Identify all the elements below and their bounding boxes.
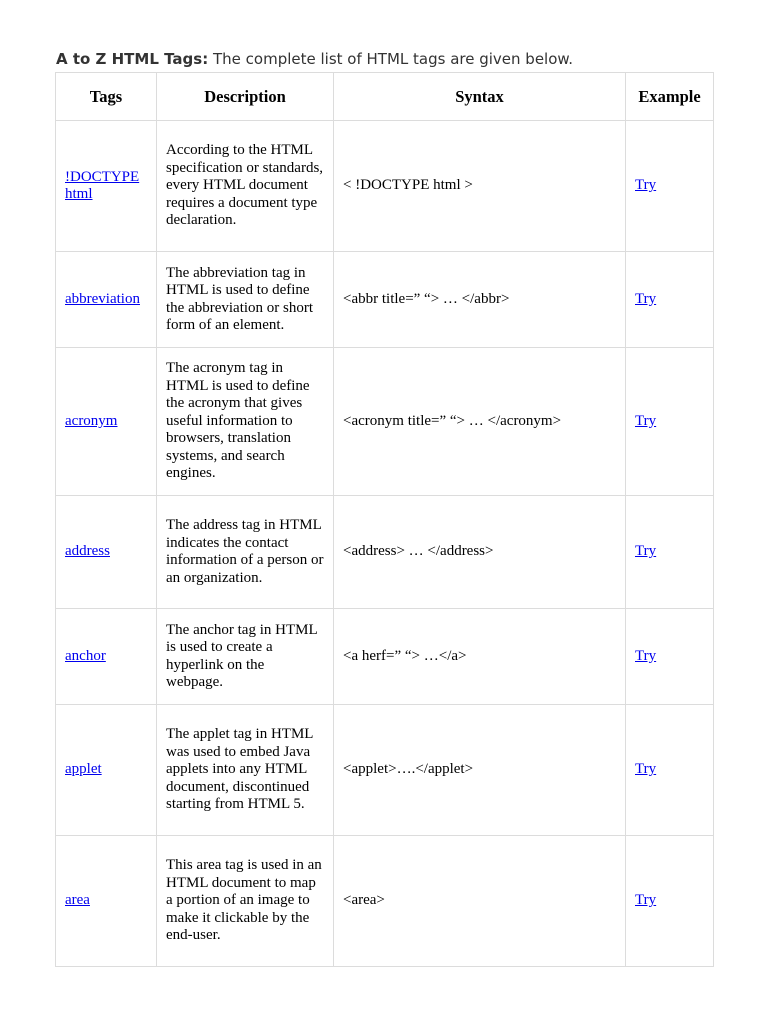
example-cell (626, 836, 714, 967)
syntax-cell: <abbr title=” “> … </abbr> (334, 252, 626, 348)
example-cell (626, 496, 714, 609)
table-header-row (56, 73, 714, 121)
header-description: Description (157, 73, 334, 121)
try-link[interactable]: Try (635, 290, 657, 307)
table-row (56, 609, 714, 705)
example-cell (626, 121, 714, 252)
syntax-cell: <applet>….</applet> (334, 705, 626, 836)
syntax-cell: <area> (334, 836, 626, 967)
tag-cell (56, 348, 157, 496)
example-cell (626, 348, 714, 496)
syntax-cell: <acronym title=” “> … </acronym> (334, 348, 626, 496)
header-example: Example (626, 73, 714, 121)
tag-cell (56, 705, 157, 836)
table-row (56, 121, 714, 252)
page-heading (56, 50, 573, 68)
header-tags: Tags (56, 73, 157, 121)
tag-link-abbreviation[interactable]: abbreviation (65, 290, 140, 307)
table-row (56, 496, 714, 609)
html-tags-table (55, 72, 714, 967)
tag-cell (56, 252, 157, 348)
tag-cell (56, 836, 157, 967)
table-row (56, 705, 714, 836)
try-link[interactable]: Try (635, 177, 657, 194)
tag-link-doctype[interactable]: !DOCTYPE html (65, 168, 140, 202)
tag-link-address[interactable]: address (65, 543, 110, 560)
tag-cell (56, 496, 157, 609)
try-link[interactable]: Try (635, 647, 657, 664)
description-cell: The address tag in HTML indicates the contact information of a person or an organization. (157, 496, 334, 609)
try-link[interactable]: Try (635, 412, 657, 429)
syntax-cell: < !DOCTYPE html > (334, 121, 626, 252)
tag-link-anchor[interactable]: anchor (65, 647, 106, 664)
tag-link-applet[interactable]: applet (65, 761, 102, 778)
description-cell: The applet tag in HTML was used to embed Java applets into any HTML document, discontinued starting from HTML 5. (157, 705, 334, 836)
example-cell (626, 705, 714, 836)
heading-bold: A to Z HTML Tags: (56, 50, 209, 68)
tag-link-acronym[interactable]: acronym (65, 412, 118, 429)
syntax-cell: <address> … </address> (334, 496, 626, 609)
example-cell (626, 252, 714, 348)
description-cell: The anchor tag in HTML is used to create a hyperlink on the webpage. (157, 609, 334, 705)
description-cell: This area tag is used in an HTML document to map a portion of an image to make it clickable by the end-user. (157, 836, 334, 967)
try-link[interactable]: Try (635, 761, 657, 778)
table-row (56, 348, 714, 496)
table-row (56, 252, 714, 348)
try-link[interactable]: Try (635, 543, 657, 560)
description-cell: The abbreviation tag in HTML is used to define the abbreviation or short form of an element. (157, 252, 334, 348)
tag-cell (56, 121, 157, 252)
tag-link-area[interactable]: area (65, 892, 90, 909)
header-syntax: Syntax (334, 73, 626, 121)
try-link[interactable]: Try (635, 892, 657, 909)
example-cell (626, 609, 714, 705)
heading-text: The complete list of HTML tags are given below. (208, 50, 574, 68)
description-cell: According to the HTML specification or standards, every HTML document requires a document type declaration. (157, 121, 334, 252)
syntax-cell: <a herf=” “> …</a> (334, 609, 626, 705)
table-row (56, 836, 714, 967)
tag-cell (56, 609, 157, 705)
description-cell: The acronym tag in HTML is used to define the acronym that gives useful information to browsers, translation systems, and search engines. (157, 348, 334, 496)
